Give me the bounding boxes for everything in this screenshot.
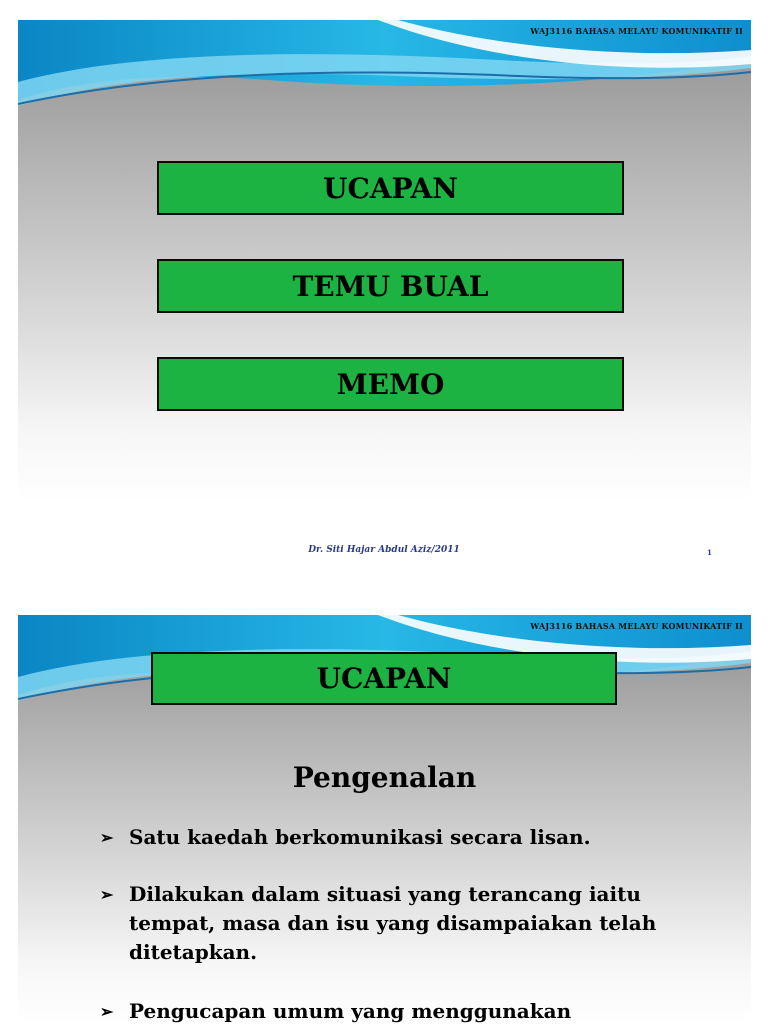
page-number: 1 <box>707 548 712 557</box>
slide-title-box: UCAPAN <box>151 652 617 705</box>
course-title: WAJ3116 BAHASA MELAYU KOMUNIKATIF II <box>530 26 743 36</box>
slide-1 <box>18 20 751 502</box>
slide-2 <box>18 615 751 1024</box>
course-title: WAJ3116 BAHASA MELAYU KOMUNIKATIF II <box>530 621 743 631</box>
footer-author: Dr. Siti Hajar Abdul Aziz/2011 <box>308 545 460 555</box>
topic-box-temu-bual: TEMU BUAL <box>157 259 624 313</box>
bullet-item <box>100 880 660 967</box>
bullet-text: Pengucapan umum yang menggunakan <box>129 999 572 1023</box>
wave-header-decoration <box>18 20 751 130</box>
section-heading: Pengenalan <box>292 761 477 794</box>
bullet-text: Dilakukan dalam situasi yang terancang iaitu tempat, masa dan isu yang disampaiakan telah ditetapkan. <box>129 882 657 964</box>
topic-box-ucapan: UCAPAN <box>157 161 624 215</box>
bullet-item <box>100 823 660 852</box>
bullet-item <box>100 997 660 1024</box>
arrow-bullet-icon: ➢ <box>100 1002 114 1021</box>
arrow-bullet-icon: ➢ <box>100 885 114 904</box>
bullet-text: Satu kaedah berkomunikasi secara lisan. <box>129 825 591 849</box>
arrow-bullet-icon: ➢ <box>100 828 114 847</box>
topic-box-memo: MEMO <box>157 357 624 411</box>
